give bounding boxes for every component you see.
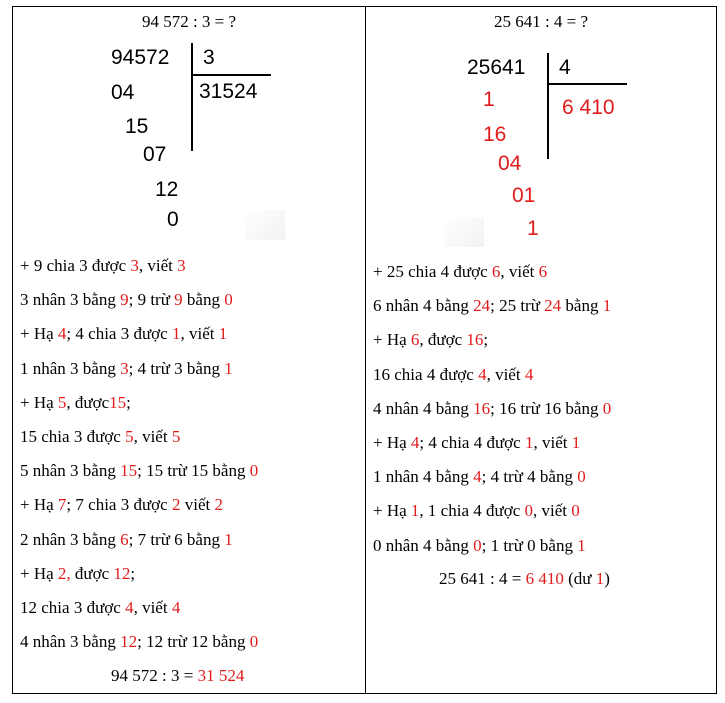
step-text: 25 641 : 4 = xyxy=(439,569,526,588)
highlight-value: 1 xyxy=(171,324,181,344)
left-divisor: 3 xyxy=(203,46,215,69)
step-text: , viết xyxy=(486,364,525,384)
step-text: + Hạ xyxy=(20,563,58,583)
step-text: ; 4 chia 4 được xyxy=(419,433,525,452)
highlight-value: 0 xyxy=(524,501,533,521)
step-text: ; xyxy=(483,330,489,350)
left-partial-3: 07 xyxy=(143,143,167,166)
step-line xyxy=(20,531,233,548)
highlight-value: 5 xyxy=(57,392,67,412)
step-line xyxy=(20,633,258,650)
highlight-value: 12 xyxy=(113,563,131,583)
highlight-value: 1 xyxy=(524,433,534,452)
step-text: , viết xyxy=(500,262,539,281)
highlight-value: 5 xyxy=(125,427,134,446)
step-text: ; 7 chia 3 được xyxy=(66,495,172,515)
step-text: , được xyxy=(66,392,110,412)
highlight-value: 24 xyxy=(544,296,562,316)
step-text: bằng xyxy=(182,290,225,310)
step-text: 16 chia 4 được xyxy=(373,364,479,384)
step-text: ; 16 trừ 16 bằng xyxy=(490,398,603,418)
step-text: ; 7 trừ 6 bằng xyxy=(128,529,225,549)
step-line xyxy=(373,400,611,417)
step-text: ; 15 trừ 15 bằng xyxy=(137,461,250,481)
step-line xyxy=(20,565,135,582)
step-line xyxy=(20,599,180,616)
highlight-value: 1 xyxy=(602,296,612,316)
step-text: + Hạ xyxy=(20,495,58,515)
highlight-value: 0 xyxy=(577,467,586,487)
highlight-value: 6 410 xyxy=(525,569,564,588)
highlight-value: 0 xyxy=(224,290,233,310)
right-dividend: 25641 xyxy=(467,56,526,79)
highlight-value: 2 xyxy=(214,495,223,515)
step-text: + Hạ xyxy=(20,392,58,412)
right-divisor: 4 xyxy=(559,56,571,79)
step-line xyxy=(20,394,131,411)
right-problem-title: 25 641 : 4 = ? xyxy=(493,12,589,31)
step-text: 2 nhân 3 bằng xyxy=(20,529,121,549)
step-text: ; xyxy=(130,563,136,583)
right-partial-4: 01 xyxy=(512,184,536,207)
step-text: ; 4 chia 3 được xyxy=(66,324,172,344)
highlight-value: 6 xyxy=(491,262,501,281)
step-line xyxy=(373,366,533,383)
step-text: ; 1 trừ 0 bằng xyxy=(481,535,578,555)
highlight-value: 12 xyxy=(120,632,138,652)
right-partial-5: 1 xyxy=(527,217,539,240)
left-partial-5: 0 xyxy=(167,208,179,231)
step-text: + Hạ xyxy=(373,501,411,521)
step-text: 6 nhân 4 bằng xyxy=(373,296,474,316)
highlight-value: 0 xyxy=(602,398,612,418)
highlight-value: 1 xyxy=(577,535,586,555)
highlight-value: 1 xyxy=(571,433,581,452)
step-text: ; 9 trừ xyxy=(128,290,175,310)
highlight-value: 16 xyxy=(473,398,491,418)
step-text: + 9 chia 3 được xyxy=(20,256,131,275)
step-text: 12 chia 3 được xyxy=(20,598,126,617)
left-summary xyxy=(111,667,244,684)
step-text: 4 nhân 3 bằng xyxy=(20,632,121,652)
step-text: 1 nhân 3 bằng xyxy=(20,358,121,378)
step-line xyxy=(373,434,580,451)
step-line xyxy=(373,331,488,348)
step-text: 4 nhân 4 bằng xyxy=(373,398,474,418)
step-line xyxy=(20,257,186,274)
step-text: 5 nhân 3 bằng xyxy=(20,461,121,481)
highlight-value: 4 xyxy=(125,598,134,617)
highlight-value: 4 xyxy=(524,364,534,384)
highlight-value: 24 xyxy=(473,296,491,316)
highlight-value: 4 xyxy=(478,364,487,384)
highlight-value: 15 xyxy=(109,392,127,412)
step-line xyxy=(373,537,586,554)
highlight-value: 3 xyxy=(120,358,129,378)
step-text: , viết xyxy=(533,501,572,521)
step-text: ; 12 trừ 12 bằng xyxy=(137,632,250,652)
highlight-value: 1 xyxy=(224,529,233,549)
highlight-value: 6 xyxy=(410,330,420,350)
step-text: được xyxy=(70,563,114,583)
left-partial-1: 04 xyxy=(111,81,135,104)
left-dividend: 94572 xyxy=(111,46,170,69)
right-summary xyxy=(439,570,610,587)
step-text: + Hạ xyxy=(373,433,411,452)
right-partial-3: 04 xyxy=(498,152,522,175)
highlight-value: 1 xyxy=(595,569,605,588)
highlight-value: 4 xyxy=(473,467,482,487)
highlight-value: 16 xyxy=(466,330,484,350)
step-text: , được xyxy=(419,330,467,350)
right-steps xyxy=(366,7,716,693)
step-text: 3 nhân 3 bằng xyxy=(20,290,121,310)
step-line xyxy=(20,360,233,377)
left-partial-2: 15 xyxy=(125,115,149,138)
highlight-value: 0 xyxy=(249,461,259,481)
step-text: viết xyxy=(180,495,215,515)
right-column xyxy=(366,7,716,693)
step-text: (dư xyxy=(563,569,596,588)
step-text: ; 4 trừ 4 bằng xyxy=(481,467,578,487)
step-text: ; 25 trừ xyxy=(490,296,545,316)
left-steps xyxy=(13,7,365,693)
step-line xyxy=(20,291,233,308)
step-line xyxy=(20,428,180,445)
step-text: + 25 chia 4 được xyxy=(373,262,492,281)
step-text: + Hạ xyxy=(373,330,411,350)
left-problem-title: 94 572 : 3 = ? xyxy=(141,12,237,31)
step-text: 94 572 : 3 = xyxy=(111,666,198,685)
highlight-value: 4 xyxy=(171,598,181,617)
highlight-value: 0 xyxy=(249,632,259,652)
highlight-value: 9 xyxy=(120,290,129,310)
step-text: , viết xyxy=(180,324,219,344)
highlight-value: 2 xyxy=(171,495,181,515)
highlight-value: 3 xyxy=(130,256,139,275)
step-line xyxy=(373,468,586,485)
left-quotient: 31524 xyxy=(199,80,258,103)
highlight-value: 0 xyxy=(473,535,482,555)
highlight-value: 31 524 xyxy=(197,666,245,685)
highlight-value: 7 xyxy=(57,495,67,515)
highlight-value: 3 xyxy=(177,256,186,275)
highlight-value: 1 xyxy=(218,324,228,344)
step-line xyxy=(20,462,258,479)
highlight-value: 9 xyxy=(174,290,183,310)
highlight-value: 5 xyxy=(171,427,181,446)
left-partial-4: 12 xyxy=(155,178,179,201)
highlight-value: 4 xyxy=(410,433,420,452)
step-text: , viết xyxy=(533,433,572,452)
step-text: ; 4 trừ 3 bằng xyxy=(128,358,225,378)
step-line xyxy=(373,297,611,314)
worksheet-table xyxy=(12,6,717,694)
highlight-value: 2, xyxy=(57,563,71,583)
step-text: , viết xyxy=(133,427,172,446)
step-text: bằng xyxy=(561,296,603,316)
highlight-value: 1 xyxy=(224,358,233,378)
right-quotient: 6 410 xyxy=(562,96,615,119)
step-text: 15 chia 3 được xyxy=(20,427,126,446)
step-line xyxy=(373,263,547,280)
right-partial-2: 16 xyxy=(483,123,507,146)
highlight-value: 6 xyxy=(538,262,548,281)
step-line xyxy=(373,502,580,519)
step-text: 0 nhân 4 bằng xyxy=(373,535,474,555)
step-text: , 1 chia 4 được xyxy=(419,501,525,521)
step-text: 1 nhân 4 bằng xyxy=(373,467,474,487)
highlight-value: 1 xyxy=(410,501,420,521)
right-partial-1: 1 xyxy=(483,88,495,111)
highlight-value: 4 xyxy=(57,324,67,344)
highlight-value: 6 xyxy=(120,529,129,549)
step-line xyxy=(20,496,223,513)
step-text: ) xyxy=(604,569,610,588)
step-text: + Hạ xyxy=(20,324,58,344)
step-text: , viết xyxy=(133,598,172,617)
step-text: , viết xyxy=(138,256,178,275)
highlight-value: 0 xyxy=(571,501,580,521)
step-line xyxy=(20,325,227,342)
highlight-value: 15 xyxy=(120,461,138,481)
left-column xyxy=(13,7,365,693)
step-text: ; xyxy=(126,392,131,412)
